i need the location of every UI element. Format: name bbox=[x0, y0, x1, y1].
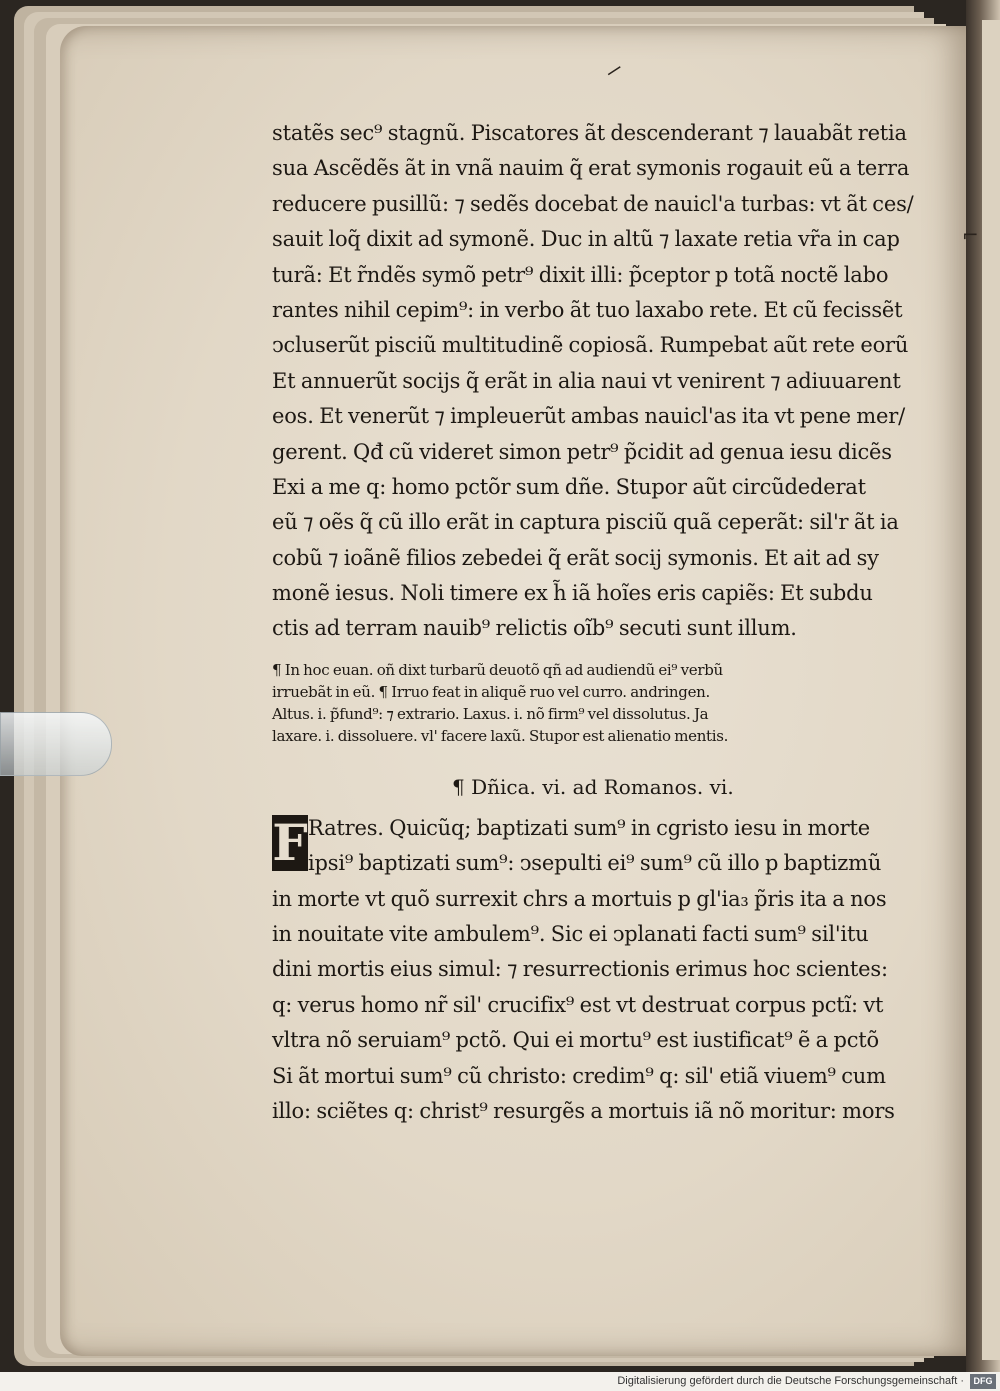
commentary-notes bbox=[272, 659, 892, 747]
facing-page-edge bbox=[982, 20, 1000, 1360]
text-line: illo: sciẽtes q: christ⁹ resurgẽs a mortuis iã nõ moritur: mors bbox=[272, 1098, 895, 1123]
text-line: in morte vt quõ surrexit chrs a mortuis p gl'ia₃ p̃ris ita a nos bbox=[272, 886, 887, 911]
text-line: Exi a me q: homo pctõr sum dñe. Stupor aũt circũdederat bbox=[272, 474, 866, 499]
note-line: laxare. i. dissoluere. vl' facere laxũ. Stupor est alienatio mentis. bbox=[272, 726, 729, 745]
printed-text-block bbox=[272, 116, 914, 1129]
text-line: cobũ ⁊ ioãnẽ filios zebedei q̃ erãt socij symonis. Et ait ad sy bbox=[272, 545, 879, 570]
text-line: vltra nõ seruiam⁹ pctõ. Qui ei mortu⁹ est iustificat⁹ ẽ a pctõ bbox=[272, 1028, 879, 1053]
text-line: reducere pusillũ: ⁊ sedẽs docebat de nauicl'a turbas: vt ãt ces/ bbox=[272, 191, 914, 216]
text-line: Ratres. Quicũq; baptizati sum⁹ in cgristo iesu in morte bbox=[308, 815, 870, 840]
gospel-text bbox=[272, 116, 914, 647]
epistle-text bbox=[272, 811, 895, 1130]
text-line: monẽ iesus. Noli timere ex h̃ iã hoĩes eris capiẽs: Et subdu bbox=[272, 581, 873, 606]
dfg-logo-icon: DFG bbox=[970, 1374, 996, 1389]
ruler-bookmark-icon bbox=[0, 712, 112, 776]
text-line: turã: Et r̃ndẽs symõ petr⁹ dixit illi: p̃ceptor p totã noctẽ labo bbox=[272, 262, 889, 287]
note-line: Altus. i. p̃fund⁹: ⁊ extrario. Laxus. i. nõ firm⁹ vel dissolutus. Ja bbox=[272, 704, 709, 723]
note-line: ¶ In hoc euan. oñ dixt turbarũ deuotõ qñ ad audiendũ ei⁹ verbũ bbox=[272, 660, 723, 679]
note-line: irruebãt in eũ. ¶ Irruo feat in aliquẽ ruo vel curro. andringen. bbox=[272, 682, 710, 701]
text-line: sauit loq̃ dixit ad symonẽ. Duc in altũ ⁊ laxate retia vr̃a in cap bbox=[272, 227, 900, 252]
ink-mark: ⸝ bbox=[604, 45, 627, 84]
text-line: ↄcluserũt pisciũ multitudinẽ copiosã. Rumpebat aũt rete eorũ bbox=[272, 333, 909, 358]
text-line: q: verus homo nr̃ sil' crucifix⁹ est vt destruat corpus pctĩ: vt bbox=[272, 992, 884, 1017]
text-line: eũ ⁊ oẽs q̃ cũ illo erãt in captura pisciũ quã ceperãt: sil'r ãt ia bbox=[272, 510, 899, 535]
text-line: gerent. Qđ cũ videret simon petr⁹ p̃cidit ad genua iesu dicẽs bbox=[272, 439, 892, 464]
initial-capital: F bbox=[272, 812, 308, 872]
funding-credit: Digitalisierung gefördert durch die Deutsche Forschungsgemeinschaft · bbox=[617, 1375, 964, 1387]
text-line: ctis ad terram nauib⁹ relictis oĩb⁹ secuti sunt illum. bbox=[272, 616, 797, 641]
text-line: eos. Et venerũt ⁊ impleuerũt ambas nauicl'as ita vt pene mer/ bbox=[272, 404, 905, 429]
text-line: sua Ascẽdẽs ãt in vnã nauim q̃ erat symonis rogauit eũ a terra bbox=[272, 156, 910, 181]
text-line: rantes nihil cepim⁹: in verbo ãt tuo laxabo rete. Et cũ fecissẽt bbox=[272, 297, 903, 322]
text-line: dini mortis eius simul: ⁊ resurrectionis erimus hoc scientes: bbox=[272, 957, 888, 982]
ink-mark: ⌐ bbox=[962, 223, 979, 247]
text-line: Et annuerũt socijs q̃ erãt in alia naui vt venirent ⁊ adiuuarent bbox=[272, 368, 901, 393]
text-line: in nouitate vite ambulem⁹. Sic ei ↄplanati facti sum⁹ sil'itu bbox=[272, 922, 869, 947]
footer-bar bbox=[0, 1372, 1000, 1391]
section-heading: ¶ Dñica. vi. ad Romanos. vi. bbox=[452, 774, 734, 799]
text-line: ipsi⁹ baptizati sum⁹: ↄsepulti ei⁹ sum⁹ cũ illo p baptizmũ bbox=[308, 851, 882, 876]
text-line: statẽs sec⁹ stagnũ. Piscatores ãt descenderant ⁊ lauabãt retia bbox=[272, 121, 907, 145]
text-line: Si ãt mortui sum⁹ cũ christo: credim⁹ q: sil' etiã viuem⁹ cum bbox=[272, 1063, 886, 1088]
